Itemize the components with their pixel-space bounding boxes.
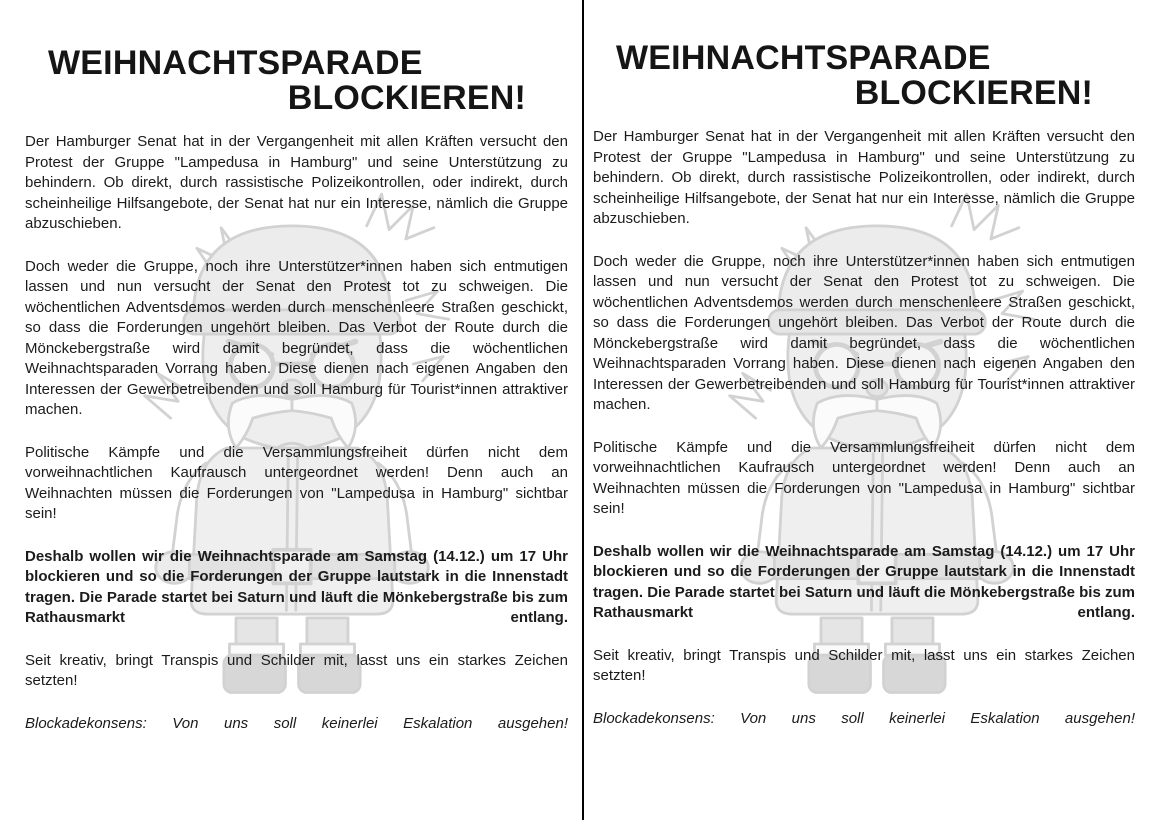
paragraph-blockade-consensus: Blockadekonsens: Von uns soll keinerlei Eskalation ausgehen! [25, 714, 568, 732]
paragraph-be-creative: Seit kreativ, bringt Transpis und Schilder mit, lasst uns ein starkes Zeichen setzten! [593, 646, 1135, 684]
paragraph-advent-demos: Doch weder die Gruppe, noch ihre Unterstützer*innen haben sich entmutigen lassen und nun versucht der Senat den Protest tot zu schweigen. Die wöchentlichen Adventsdemos werden durch menschenleere Straßen geschickt, so dass die Forderungen ungehört bleiben. Das Verbot der Route durch die Mönckebergstraße wird damit begründet, dass die wöchentlichen Weihnachtsparaden Vorrang haben. Diese dienen nach eigenen Angaben den Interessen der Gewerbetreibenden und soll Hamburg für Tourist*innen attraktiver machen. [593, 252, 1135, 413]
paragraph-blockade-consensus: Blockadekonsens: Von uns soll keinerlei Eskalation ausgehen! [593, 709, 1135, 727]
flyer-content-left [25, 46, 568, 734]
paragraph-advent-demos: Doch weder die Gruppe, noch ihre Unterstützer*innen haben sich entmutigen lassen und nun versucht der Senat den Protest tot zu schweigen. Die wöchentlichen Adventsdemos werden durch menschenleere Straßen geschickt, so dass die Forderungen ungehört bleiben. Das Verbot der Route durch die Mönckebergstraße wird damit begründet, dass die wöchentlichen Weihnachtsparaden Vorrang haben. Diese dienen nach eigenen Angaben den Interessen der Gewerbetreibenden und soll Hamburg für Tourist*innen attraktiver machen. [25, 257, 568, 418]
flyer-title [25, 46, 568, 116]
flyer-title-line1: WEIHNACHTSPARADE [48, 44, 423, 82]
flyer-copy-left [0, 0, 583, 826]
flyer-title [593, 41, 1135, 111]
paragraph-political-struggles: Politische Kämpfe und die Versammlungsfreiheit dürfen nicht dem vorweihnachtlichen Kaufrausch untergeordnet werden! Denn auch an Weihnachten müssen die Forderungen von "Lampedusa in Hamburg" sichtbar sein! [593, 438, 1135, 517]
paragraph-senate-obstruction: Der Hamburger Senat hat in der Vergangenheit mit allen Kräften versucht den Protest der Gruppe "Lampedusa in Hamburg" und seine Unterstützung zu behindern. Ob direkt, durch rassistische Polizeikontrollen, oder indirekt, durch scheinheilige Hilfsangebote, der Senat hat nur ein Interesse, nämlich die Gruppe abzuschieben. [593, 128, 1135, 227]
column-divider [582, 0, 584, 820]
flyer-title-line1: WEIHNACHTSPARADE [616, 39, 991, 77]
flyer-title-line2: BLOCKIEREN! [854, 74, 1093, 112]
paragraph-blockade-call: Deshalb wollen wir die Weihnachtsparade am Samstag (14.12.) um 17 Uhr blockieren und so die Forderungen der Gruppe lautstark in die Innenstadt tragen. Die Parade startet bei Saturn und läuft die Mönkebergstraße bis zum Rathausmarkt entlang. [593, 542, 1135, 621]
flyer-content-right [593, 41, 1135, 729]
paragraph-political-struggles: Politische Kämpfe und die Versammlungsfreiheit dürfen nicht dem vorweihnachtlichen Kaufrausch untergeordnet werden! Denn auch an Weihnachten müssen die Forderungen von "Lampedusa in Hamburg" sichtbar sein! [25, 443, 568, 522]
flyer-copy-right [585, 0, 1169, 826]
flyer-title-line2: BLOCKIEREN! [287, 79, 526, 117]
paragraph-be-creative: Seit kreativ, bringt Transpis und Schilder mit, lasst uns ein starkes Zeichen setzten! [25, 651, 568, 689]
paragraph-blockade-call: Deshalb wollen wir die Weihnachtsparade am Samstag (14.12.) um 17 Uhr blockieren und so die Forderungen der Gruppe lautstark in die Innenstadt tragen. Die Parade startet bei Saturn und läuft die Mönkebergstraße bis zum Rathausmarkt entlang. [25, 547, 568, 626]
paragraph-senate-obstruction: Der Hamburger Senat hat in der Vergangenheit mit allen Kräften versucht den Protest der Gruppe "Lampedusa in Hamburg" und seine Unterstützung zu behindern. Ob direkt, durch rassistische Polizeikontrollen, oder indirekt, durch scheinheilige Hilfsangebote, der Senat hat nur ein Interesse, nämlich die Gruppe abzuschieben. [25, 133, 568, 232]
